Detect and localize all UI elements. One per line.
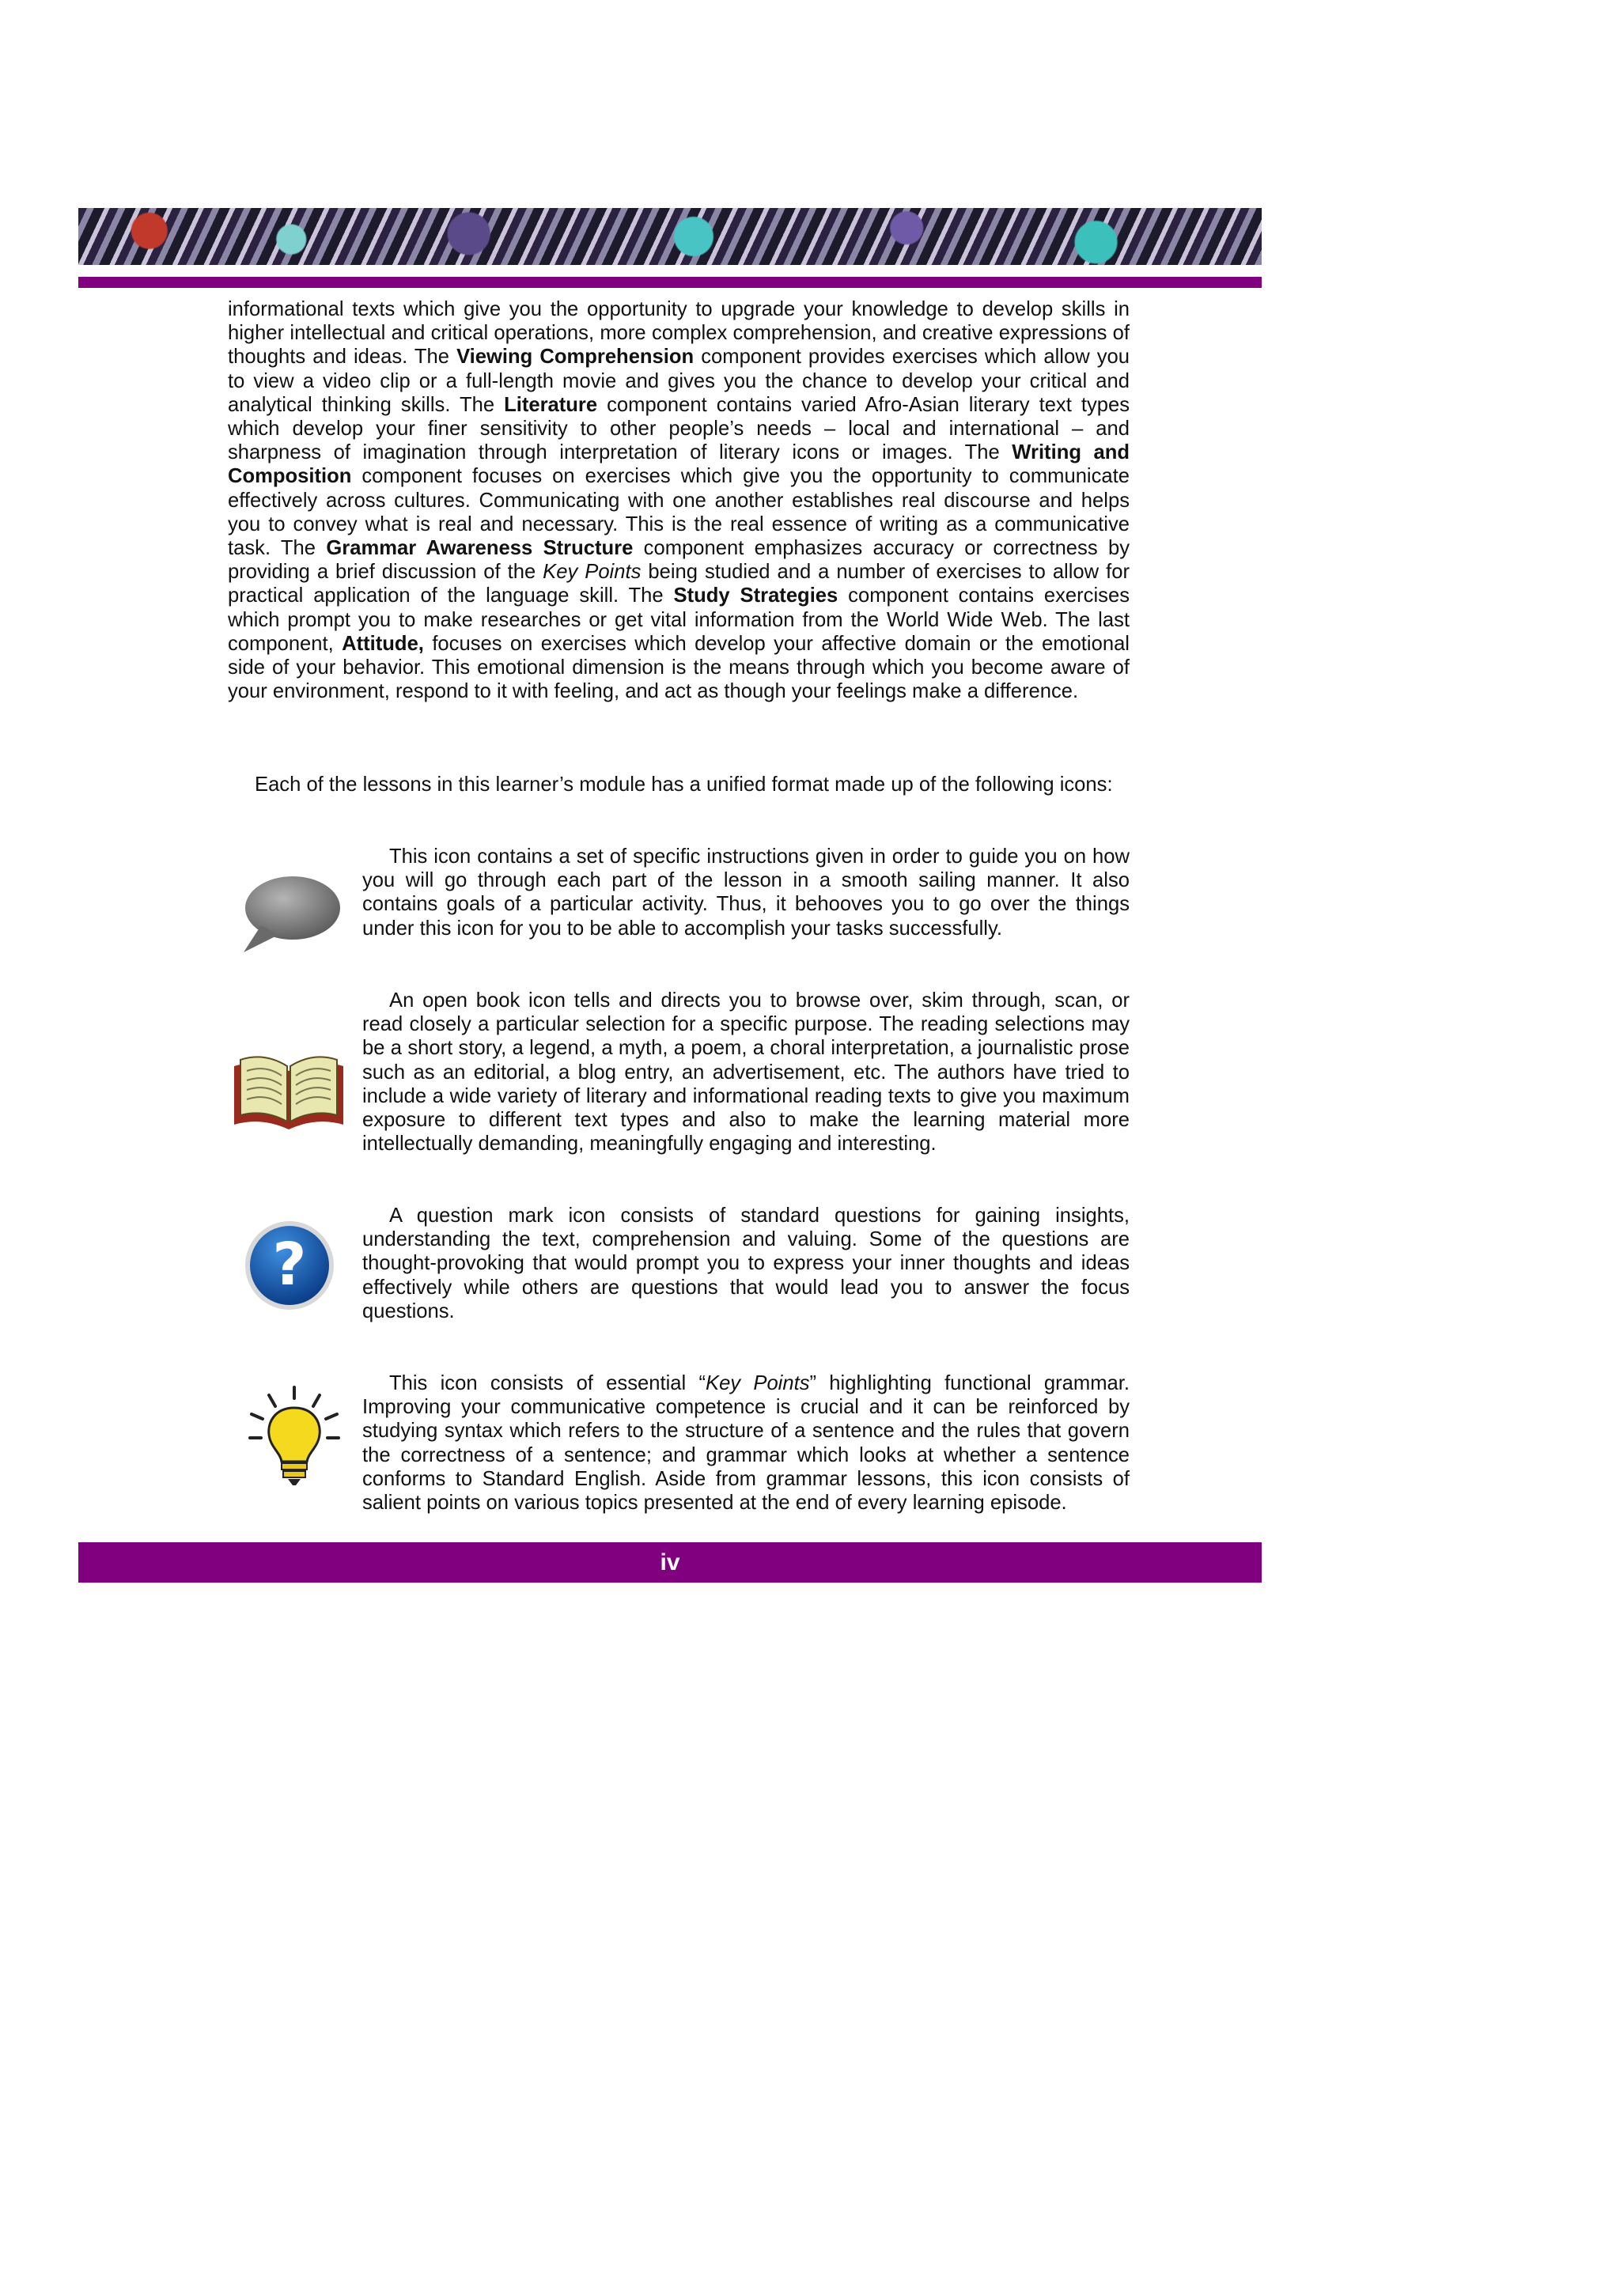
icon-description-text: A question mark icon consists of standard questions for gaining insights, understanding the text, comprehension and valuing. Some of the questions are thought-provoking that would prompt you to express your inner thoughts and ideas effectively while others are questions that would lead you to answer the focus questions. <box>362 1205 1130 1322</box>
icon-description-text: This icon consists of essential “ <box>389 1372 706 1394</box>
question-mark-icon <box>242 1218 337 1313</box>
paragraph-text: component focuses on exercises which give you the opportunity to communicate effectively across cultures. Communicating with one another establishes real discourse and helps you to convey what is real and necessary. This is the real essence of writing as a communicative task. The <box>228 465 1130 560</box>
decorative-header-banner <box>78 208 1262 265</box>
paragraph-text: informational texts which give you the opportunity to upgrade your knowledge to develop skills in higher intellectual and critical operations, more complex comprehension, and creative expressions of thoughts and ideas. The <box>228 298 1130 369</box>
writing-composition-label: Writing and Composition <box>228 441 1130 488</box>
paragraph-text: being studied and a number of exercises to allow for practical application of the language skill. The <box>228 561 1130 607</box>
paragraph-text: component provides exercises which allow you to view a video clip or a full-length movie and gives you the chance to develop your critical and analytical thinking skills. The <box>228 346 1130 416</box>
viewing-comprehension-label: Viewing Comprehension <box>456 346 695 369</box>
key-points-term: Key Points <box>543 561 642 584</box>
open-book-icon-description <box>362 989 1130 1156</box>
footer-bar <box>78 1542 1262 1583</box>
intro-paragraph <box>228 297 1130 703</box>
attitude-label: Attitude, <box>342 632 424 655</box>
light-bulb-icon-description <box>362 1371 1130 1515</box>
icon-description-text: ” highlighting functional grammar. Improving your communicative competence is crucial and it can be reinforced by studying syntax which refers to the structure of a sentence and the rules that govern the correctness of a sentence; and grammar which looks at whether a sentence conforms to Standard English. Aside from grammar lessons, this icon consists of salient points on various topics presented at the end of every learning episode. <box>362 1372 1130 1515</box>
study-strategies-label: Study Strategies <box>673 584 838 607</box>
speech-bubble-icon <box>233 870 343 957</box>
light-bulb-icon <box>245 1384 343 1487</box>
paragraph-text: component contains varied Afro-Asian literary text types which develop your finer sensitivity to other people’s needs – local and international – and sharpness of imagination through interpretation of literary icons or images. The <box>228 393 1130 464</box>
svg-text:?: ? <box>272 1231 307 1299</box>
grammar-awareness-label: Grammar Awareness Structure <box>326 537 634 560</box>
paragraph-text: component contains exercises which prompt you to make researches or get vital information from the World Wide Web. The last component, <box>228 584 1130 655</box>
open-book-icon <box>229 1042 348 1137</box>
literature-label: Literature <box>504 393 598 416</box>
header-rule <box>78 277 1262 288</box>
paragraph-text: Each of the lessons in this learner’s module has a unified format made up of the following icons: <box>255 774 1113 796</box>
page-number: iv <box>660 1549 680 1575</box>
question-icon-description <box>362 1204 1130 1323</box>
instructions-icon-description <box>362 845 1130 940</box>
format-intro-paragraph <box>228 773 1130 796</box>
paragraph-text: component emphasizes accuracy or correctness by providing a brief discussion of the <box>228 537 1130 584</box>
icon-description-text: This icon contains a set of specific instructions given in order to guide you on how you will go through each part of the lesson in a smooth sailing manner. It also contains goals of a particular activity. Thus, it behooves you to go over the things under this icon for you to be able to accomplish your tasks successfully. <box>362 845 1130 940</box>
icon-description-text: An open book icon tells and directs you to browse over, skim through, scan, or read closely a particular selection for a specific purpose. The reading selections may be a short story, a legend, a myth, a poem, a choral interpretation, a journalistic prose such as an editorial, a blog entry, an advertisement, etc. The authors have tried to include a wide variety of literary and informational reading texts to give you maximum exposure to different text types and also to make the learning material more intellectually demanding, meaningfully engaging and interesting. <box>362 989 1130 1156</box>
key-points-term: Key Points <box>706 1372 810 1394</box>
paragraph-text: focuses on exercises which develop your affective domain or the emotional side of your behavior. This emotional dimension is the means through which you become aware of your environment, respond to it with feeling, and act as though your feelings make a difference. <box>228 632 1130 703</box>
